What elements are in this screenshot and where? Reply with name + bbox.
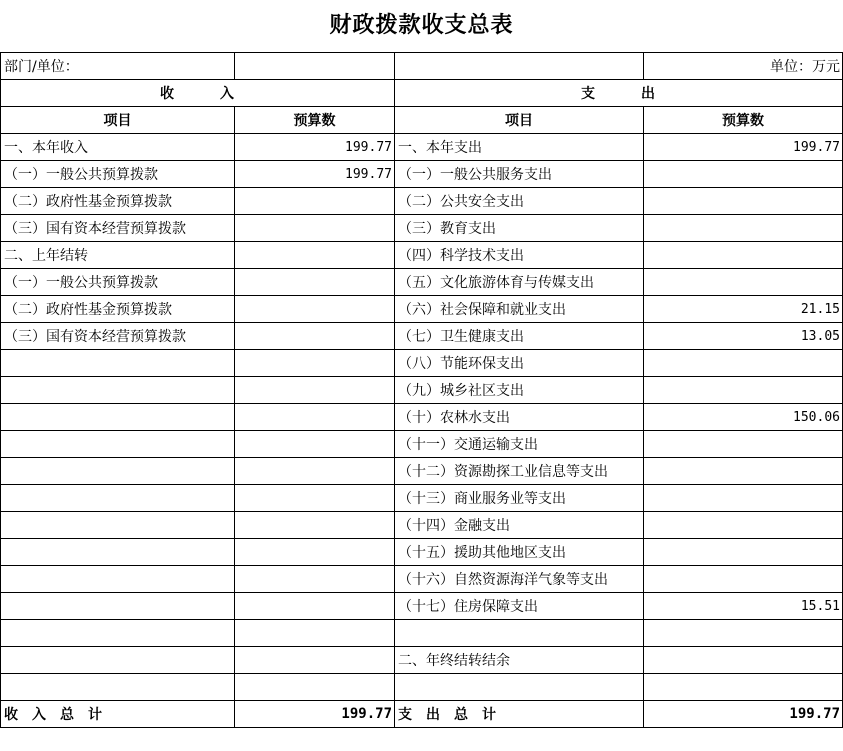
expense-item-cell: （十六）自然资源海洋气象等支出 bbox=[395, 566, 644, 593]
income-budget-cell bbox=[235, 458, 395, 485]
expense-item-cell: （一）一般公共服务支出 bbox=[395, 161, 644, 188]
table-row bbox=[1, 350, 843, 377]
income-item-cell: 一、本年收入 bbox=[1, 134, 235, 161]
expense-budget-cell bbox=[644, 215, 843, 242]
income-budget-cell bbox=[235, 350, 395, 377]
income-item-cell bbox=[1, 377, 235, 404]
income-budget-cell bbox=[235, 431, 395, 458]
expense-budget-cell bbox=[644, 242, 843, 269]
expense-item-cell: 一、本年支出 bbox=[395, 134, 644, 161]
expense-budget-cell bbox=[644, 674, 843, 701]
income-budget-cell bbox=[235, 674, 395, 701]
expense-budget-cell bbox=[644, 161, 843, 188]
meta-row bbox=[1, 53, 843, 80]
total-row bbox=[1, 701, 843, 728]
income-budget-cell bbox=[235, 404, 395, 431]
expense-budget-cell bbox=[644, 512, 843, 539]
table-row bbox=[1, 485, 843, 512]
dept-value bbox=[235, 53, 395, 80]
table-row bbox=[1, 242, 843, 269]
income-total-value: 199.77 bbox=[235, 701, 395, 728]
expense-item-cell: （十二）资源勘探工业信息等支出 bbox=[395, 458, 644, 485]
income-budget-cell: 199.77 bbox=[235, 134, 395, 161]
income-budget-header: 预算数 bbox=[235, 107, 395, 134]
table-row bbox=[1, 512, 843, 539]
section-header-row bbox=[1, 80, 843, 107]
income-item-cell bbox=[1, 350, 235, 377]
expense-budget-header: 预算数 bbox=[644, 107, 843, 134]
expense-item-cell: （四）科学技术支出 bbox=[395, 242, 644, 269]
income-budget-cell bbox=[235, 539, 395, 566]
table-row bbox=[1, 269, 843, 296]
table-row bbox=[1, 458, 843, 485]
expense-item-cell: （十五）援助其他地区支出 bbox=[395, 539, 644, 566]
revenue-expenditure-table bbox=[0, 52, 843, 728]
income-item-cell: （三）国有资本经营预算拨款 bbox=[1, 323, 235, 350]
table-row bbox=[1, 296, 843, 323]
table-row bbox=[1, 377, 843, 404]
income-item-cell bbox=[1, 485, 235, 512]
income-item-cell bbox=[1, 539, 235, 566]
table-row bbox=[1, 431, 843, 458]
expense-item-cell bbox=[395, 620, 644, 647]
expense-budget-cell: 13.05 bbox=[644, 323, 843, 350]
expense-budget-cell bbox=[644, 269, 843, 296]
income-budget-cell bbox=[235, 647, 395, 674]
expense-item-cell: （五）文化旅游体育与传媒支出 bbox=[395, 269, 644, 296]
expense-budget-cell: 21.15 bbox=[644, 296, 843, 323]
expense-item-cell: （二）公共安全支出 bbox=[395, 188, 644, 215]
income-budget-cell bbox=[235, 215, 395, 242]
expense-item-cell: （三）教育支出 bbox=[395, 215, 644, 242]
income-item-cell bbox=[1, 620, 235, 647]
income-item-cell bbox=[1, 593, 235, 620]
income-item-cell bbox=[1, 674, 235, 701]
table-row bbox=[1, 539, 843, 566]
income-budget-cell bbox=[235, 485, 395, 512]
income-total-label: 收 入 总 计 bbox=[1, 701, 235, 728]
expense-item-cell: （十七）住房保障支出 bbox=[395, 593, 644, 620]
income-budget-cell bbox=[235, 566, 395, 593]
table-row bbox=[1, 188, 843, 215]
expense-budget-cell bbox=[644, 188, 843, 215]
expense-budget-cell bbox=[644, 647, 843, 674]
expense-budget-cell bbox=[644, 539, 843, 566]
expense-budget-cell bbox=[644, 566, 843, 593]
income-item-cell bbox=[1, 566, 235, 593]
expense-budget-cell bbox=[644, 431, 843, 458]
expense-item-cell: （八）节能环保支出 bbox=[395, 350, 644, 377]
expense-budget-cell bbox=[644, 458, 843, 485]
table-row bbox=[1, 404, 843, 431]
expense-item-cell: （十）农林水支出 bbox=[395, 404, 644, 431]
table-row bbox=[1, 674, 843, 701]
table-row bbox=[1, 323, 843, 350]
expense-item-cell: （十四）金融支出 bbox=[395, 512, 644, 539]
expense-budget-cell: 199.77 bbox=[644, 134, 843, 161]
income-item-cell: （二）政府性基金预算拨款 bbox=[1, 188, 235, 215]
income-budget-cell bbox=[235, 620, 395, 647]
dept-label: 部门/单位： bbox=[1, 53, 235, 80]
expense-item-cell: （九）城乡社区支出 bbox=[395, 377, 644, 404]
income-item-cell: 二、上年结转 bbox=[1, 242, 235, 269]
income-budget-cell bbox=[235, 269, 395, 296]
expense-total-label: 支 出 总 计 bbox=[395, 701, 644, 728]
income-item-cell bbox=[1, 404, 235, 431]
income-budget-cell bbox=[235, 593, 395, 620]
table-row bbox=[1, 620, 843, 647]
expense-item-cell bbox=[395, 674, 644, 701]
income-budget-cell bbox=[235, 377, 395, 404]
expense-budget-cell bbox=[644, 377, 843, 404]
income-item-cell bbox=[1, 647, 235, 674]
expense-item-cell: （六）社会保障和就业支出 bbox=[395, 296, 644, 323]
income-budget-cell bbox=[235, 188, 395, 215]
meta-blank bbox=[395, 53, 644, 80]
expense-item-header: 项目 bbox=[395, 107, 644, 134]
income-budget-cell bbox=[235, 242, 395, 269]
income-item-header: 项目 bbox=[1, 107, 235, 134]
expense-budget-cell bbox=[644, 485, 843, 512]
income-section-header: 收 入 bbox=[1, 80, 395, 107]
income-budget-cell bbox=[235, 296, 395, 323]
income-budget-cell bbox=[235, 512, 395, 539]
table-row bbox=[1, 647, 843, 674]
unit-label: 单位：万元 bbox=[644, 53, 843, 80]
table-row bbox=[1, 566, 843, 593]
income-item-cell bbox=[1, 512, 235, 539]
income-item-cell bbox=[1, 458, 235, 485]
expense-item-cell: （十三）商业服务业等支出 bbox=[395, 485, 644, 512]
table-row bbox=[1, 593, 843, 620]
expense-budget-cell: 15.51 bbox=[644, 593, 843, 620]
income-budget-cell: 199.77 bbox=[235, 161, 395, 188]
income-item-cell: （二）政府性基金预算拨款 bbox=[1, 296, 235, 323]
page-title: 财政拨款收支总表 bbox=[329, 13, 514, 38]
expense-section-header: 支 出 bbox=[395, 80, 843, 107]
expense-budget-cell bbox=[644, 350, 843, 377]
table-row bbox=[1, 161, 843, 188]
expense-item-cell: 二、年终结转结余 bbox=[395, 647, 644, 674]
expense-budget-cell: 150.06 bbox=[644, 404, 843, 431]
income-item-cell: （一）一般公共预算拨款 bbox=[1, 161, 235, 188]
table-row bbox=[1, 215, 843, 242]
income-item-cell: （三）国有资本经营预算拨款 bbox=[1, 215, 235, 242]
table-row bbox=[1, 134, 843, 161]
expense-item-cell: （十一）交通运输支出 bbox=[395, 431, 644, 458]
expense-item-cell: （七）卫生健康支出 bbox=[395, 323, 644, 350]
income-item-cell: （一）一般公共预算拨款 bbox=[1, 269, 235, 296]
expense-total-value: 199.77 bbox=[644, 701, 843, 728]
expense-budget-cell bbox=[644, 620, 843, 647]
income-budget-cell bbox=[235, 323, 395, 350]
income-item-cell bbox=[1, 431, 235, 458]
column-header-row bbox=[1, 107, 843, 134]
